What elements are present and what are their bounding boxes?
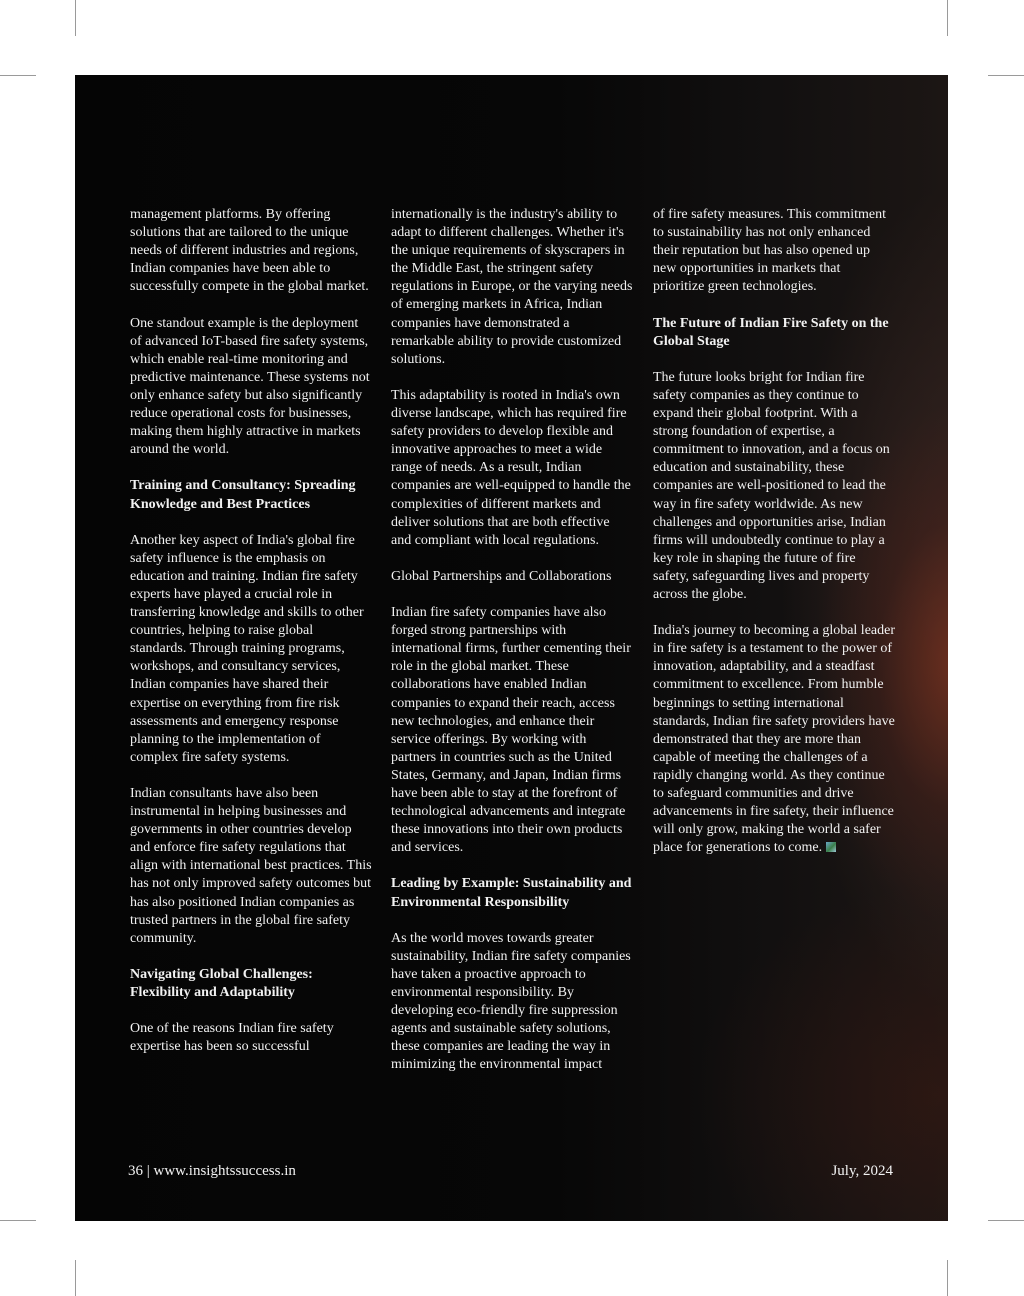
crop-mark — [947, 0, 948, 36]
paragraph: Another key aspect of India's global fire safety influence is the emphasis on education and training. Indian fire safety experts have played a crucial role in transferring knowledge and skills to other countries, helping to raise global standards. Through training programs, workshops, and consultancy services, Indian companies have shared their expertise on everything from fire risk assessments and emergency response planning to the implementation of complex fire safety systems. — [130, 532, 364, 765]
page-footer-date: July, 2024 — [831, 1163, 893, 1179]
crop-mark — [988, 75, 1024, 76]
magazine-page — [75, 75, 948, 1221]
paragraph: As the world moves towards greater sustainability, Indian fire safety companies have taken a proactive approach to environmental responsibility. By developing eco-friendly fire suppression agents and sustainable safety solutions, these companies are leading the way in minimizing the environmental impact — [391, 930, 631, 1073]
paragraph-text: India's journey to becoming a global leader in fire safety is a testament to the power of innovation, adaptability, and a steadfast commitment to excellence. From humble beginnings to setting international standards, Indian fire safety providers have demonstrated that they are more than capable of meeting the challenges of a rapidly changing world. As they continue to safeguard communities and drive advancements in fire safety, their influence will only grow, making the world a safer place for generations to come. — [653, 623, 895, 856]
crop-mark — [947, 1260, 948, 1296]
crop-mark — [0, 75, 36, 76]
crop-mark — [75, 0, 76, 36]
closing-paragraph — [653, 622, 895, 857]
section-heading: Navigating Global Challenges: Flexibility and Adaptability — [130, 966, 313, 1001]
text-column-3 — [653, 206, 895, 875]
page-footer-left: 36 | www.insightssuccess.in — [128, 1163, 296, 1179]
paragraph: One standout example is the deployment of advanced IoT-based fire safety systems, which enable real-time monitoring and predictive maintenance. These systems not only enhance safety but also significantly reduce operational costs for businesses, making them highly attractive in markets around the world. — [130, 315, 370, 458]
text-column-2 — [391, 206, 633, 1093]
paragraph: Indian consultants have also been instrumental in helping businesses and governments in other countries develop and enforce fire safety regulations that align with international best practices. This has not only improved safety outcomes but has also positioned Indian companies as trusted partners in the global fire safety community. — [130, 786, 372, 946]
section-heading: Training and Consultancy: Spreading Knowledge and Best Practices — [130, 478, 356, 512]
paragraph: One of the reasons Indian fire safety expertise has been so successful — [130, 1021, 334, 1055]
section-heading: Leading by Example: Sustainability and Environmental Responsibility — [391, 876, 632, 910]
crop-mark — [988, 1220, 1024, 1221]
end-of-article-icon — [826, 842, 836, 852]
text-column-1 — [130, 206, 372, 1075]
section-heading: The Future of Indian Fire Safety on the Global Stage — [653, 315, 889, 349]
paragraph: The future looks bright for Indian fire safety companies as they continue to expand their global footprint. With a strong foundation of expertise, a commitment to innovation, and a focus on education and sustainability, these companies are well-positioned to lead the way in fire safety worldwide. As new challenges and opportunities arise, Indian firms will undoubtedly continue to play a key role in shaping the future of fire safety, safeguarding lives and property across the globe. — [653, 369, 890, 602]
subheading-plain: Global Partnerships and Collaborations — [391, 568, 612, 584]
paragraph: Indian fire safety companies have also forged strong partnerships with international firms, further cementing their role in the global market. These collaborations have enabled Indian companies to expand their reach, access new technologies, and enhance their service offerings. By working with partners in countries such as the United States, Germany, and Japan, Indian firms have been able to stay at the forefront of technological advancements and integrate these innovations into their own products and services. — [391, 605, 631, 856]
paragraph: of fire safety measures. This commitment to sustainability has not only enhanced their reputation but has also opened up new opportunities in markets that prioritize green technologies. — [653, 207, 887, 295]
paragraph: internationally is the industry's ability to adapt to different challenges. Whether it's the unique requirements of skyscrapers in the Middle East, the stringent safety regulations in Europe, or the varying needs of emerging markets in Africa, Indian companies have demonstrated a remarkable ability to provide customized solutions. — [391, 207, 633, 367]
paragraph: management platforms. By offering solutions that are tailored to the unique needs of different industries and regions, Indian companies have been able to successfully compete in the global market. — [130, 207, 369, 295]
crop-mark — [75, 1260, 76, 1296]
paragraph: This adaptability is rooted in India's own diverse landscape, which has required fire safety providers to develop flexible and innovative approaches to meet a wide range of needs. As a result, Indian companies are well-equipped to handle the complexities of different markets and deliver solutions that are both effective and compliant with local regulations. — [391, 387, 631, 548]
crop-mark — [0, 1220, 36, 1221]
